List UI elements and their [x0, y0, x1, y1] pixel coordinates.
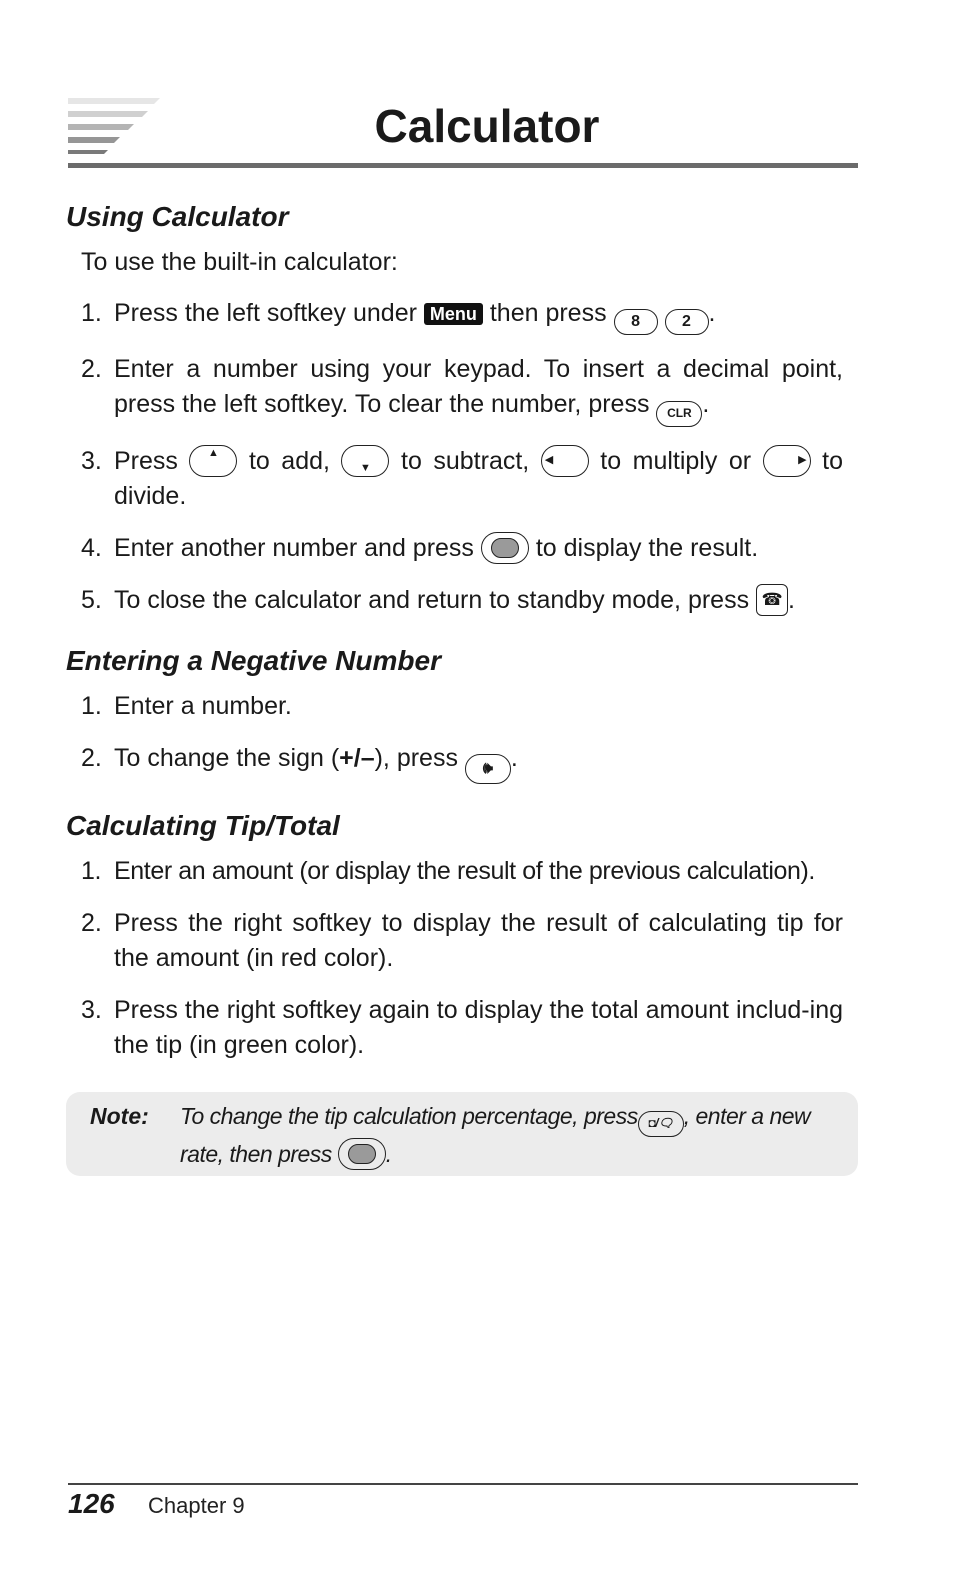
step-number: 1.	[81, 299, 102, 327]
step-number: 3.	[81, 996, 102, 1024]
list-item	[81, 296, 843, 335]
end-power-key-icon: ☎	[756, 584, 788, 616]
ok-key-icon	[481, 532, 529, 564]
key-8-icon: 8	[614, 309, 658, 335]
list-item	[81, 444, 843, 514]
step-number: 3.	[81, 447, 102, 475]
heading-negative-number: Entering a Negative Number	[66, 645, 441, 676]
list-item	[81, 689, 843, 724]
step-number: 1.	[81, 857, 102, 885]
step-text: Press the left softkey under	[114, 299, 417, 327]
step-number: 2.	[81, 355, 102, 383]
step-number: 2.	[81, 909, 102, 937]
step-text: Press	[114, 447, 178, 475]
nav-right-key-icon: ▶	[763, 445, 811, 477]
sign-text: +/–	[339, 744, 375, 772]
step-text: .	[708, 299, 716, 327]
ok-key-icon	[338, 1138, 386, 1170]
list-item	[81, 906, 843, 976]
using-steps-list	[81, 296, 843, 618]
step-text: Enter an amount (or display the result of the previous calculation).	[114, 857, 815, 885]
step-text: .	[788, 586, 795, 614]
intro-text: To use the built-in calculator:	[81, 248, 398, 276]
step-text: to multiply or	[600, 447, 752, 475]
chapter-label: Chapter 9	[148, 1493, 245, 1518]
step-number: 4.	[81, 534, 102, 562]
step-text: Press the right softkey again to display the total amount includ-ing the tip (in green color).	[114, 996, 843, 1059]
negative-steps-list	[81, 689, 843, 784]
step-text: .	[510, 744, 518, 772]
nav-down-key-icon: ▼	[341, 445, 389, 477]
camera-key-icon: ◘/🗨	[638, 1111, 684, 1137]
step-number: 5.	[81, 586, 102, 614]
speaker-key-icon: 🕪	[465, 754, 511, 784]
step-text: To close the calculator and return to standby mode, press	[114, 586, 750, 614]
note-text	[180, 1099, 840, 1171]
list-item	[81, 741, 843, 784]
step-text: to subtract,	[401, 447, 530, 475]
menu-key-icon: Menu	[424, 303, 483, 325]
heading-using-calculator: Using Calculator	[66, 201, 289, 232]
list-item	[81, 583, 843, 618]
heading-tip-total: Calculating Tip/Total	[66, 810, 340, 841]
tip-steps-list	[81, 854, 843, 1063]
page-title: Calculator	[374, 100, 600, 152]
note-text-part: , enter a new rate, then press	[180, 1103, 811, 1167]
step-text: to divide.	[114, 447, 843, 510]
step-text: Enter a number using your keypad. To insert a decimal point, press the left softkey. To clear the number, press	[114, 355, 843, 418]
list-item	[81, 352, 843, 427]
nav-up-key-icon: ▲	[189, 445, 237, 477]
note-text-part: .	[385, 1141, 392, 1167]
step-text: .	[702, 390, 710, 418]
step-number: 1.	[81, 692, 102, 720]
footer-rule	[68, 1483, 858, 1485]
note-text-part: To change the tip calculation percentage, press	[180, 1103, 638, 1129]
list-item	[81, 993, 843, 1063]
list-item	[81, 854, 843, 889]
title-rule	[68, 163, 858, 168]
step-text: ), press	[374, 744, 458, 772]
clr-key-icon: CLR	[656, 401, 702, 427]
step-text: Press the right softkey to display the result of calculating tip for the amount (in red color).	[114, 909, 843, 972]
step-text: then press	[489, 299, 607, 327]
step-text: to display the result.	[535, 534, 759, 562]
page-number: 126	[68, 1488, 115, 1519]
key-2-icon: 2	[665, 309, 709, 335]
note-label: Note:	[90, 1103, 149, 1129]
step-text: To change the sign (	[114, 744, 340, 772]
list-item	[81, 531, 843, 566]
step-text: Enter a number.	[114, 692, 292, 720]
step-text: Enter another number and press	[114, 534, 474, 562]
step-number: 2.	[81, 744, 102, 772]
step-text: to add,	[248, 447, 330, 475]
nav-left-key-icon: ◀	[541, 445, 589, 477]
